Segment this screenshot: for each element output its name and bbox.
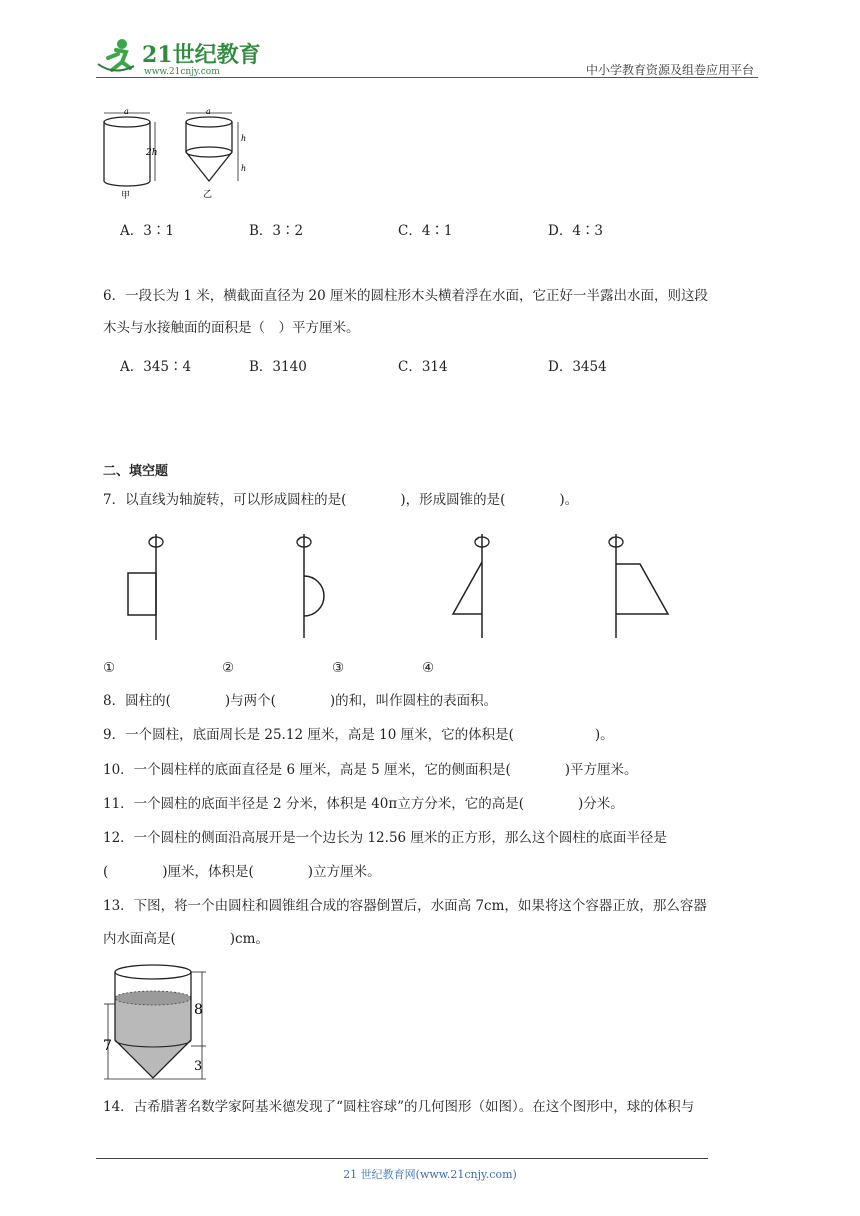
q5-option-b[interactable]: B．3∶2 xyxy=(249,223,304,239)
q6-option-c[interactable]: C．314 xyxy=(398,359,448,375)
logo xyxy=(94,36,264,80)
q5-option-d[interactable]: D．4∶3 xyxy=(548,223,604,239)
figure-3-triangle xyxy=(453,534,489,638)
q6-option-b[interactable]: B．3140 xyxy=(249,359,307,375)
svg-text:www.21cnjy.com: www.21cnjy.com xyxy=(144,67,220,77)
section-title: 二、填空题 xyxy=(103,464,169,479)
figure-2-semicircle xyxy=(297,534,324,638)
footer-link[interactable]: 21 世纪教育网(www.21cnjy.com) xyxy=(343,1168,517,1181)
q7-label-4: ④ xyxy=(422,660,435,676)
q13-line2: 内水面高是( )cm。 xyxy=(103,931,269,947)
q11-text: 11．一个圆柱的底面半径是 2 分米，体积是 40π立方分米，它的高是( )分米。 xyxy=(103,796,624,812)
svg-text:a: a xyxy=(206,107,211,116)
platform-name: 中小学教育资源及组卷应用平台 xyxy=(585,63,754,77)
svg-text:2h: 2h xyxy=(146,148,158,158)
q8-text: 8．圆柱的( )与两个( )的和，叫作圆柱的表面积。 xyxy=(103,693,498,709)
q12-line1: 12．一个圆柱的侧面沿高展开是一个边长为 12.56 厘米的正方形，那么这个圆柱的底面半径是 xyxy=(103,830,667,846)
q6-option-a[interactable]: A．345∶4 xyxy=(120,359,192,375)
q7-rotation-figures xyxy=(110,528,690,646)
q5-option-a[interactable]: A．3∶1 xyxy=(120,223,174,239)
q13-container-figure xyxy=(100,958,220,1086)
svg-text:乙: 乙 xyxy=(203,190,213,200)
q7-label-1: ① xyxy=(103,660,116,676)
q12-line2: ( )厘米，体积是( )立方厘米。 xyxy=(103,864,381,880)
svg-text:甲: 甲 xyxy=(121,191,131,201)
svg-text:3: 3 xyxy=(194,1059,203,1074)
svg-text:h: h xyxy=(241,164,247,173)
q14-text: 14．古希腊著名数学家阿基米德发现了“圆柱容球”的几何图形（如图）。在这个图形中，球的体积与 xyxy=(103,1099,695,1115)
q10-text: 10．一个圆柱样的底面直径是 6 厘米，高是 5 厘米，它的侧面积是( )平方厘米。 xyxy=(103,762,638,778)
svg-text:21世纪教育: 21世纪教育 xyxy=(142,42,261,68)
q6-option-d[interactable]: D．3454 xyxy=(548,359,607,375)
q5-option-c[interactable]: C．4∶1 xyxy=(398,223,453,239)
svg-text:a: a xyxy=(124,107,129,116)
svg-text:8: 8 xyxy=(194,1002,203,1018)
q9-text: 9．一个圆柱，底面周长是 25.12 厘米，高是 10 厘米，它的体积是( )。 xyxy=(103,727,614,743)
figure-5-containers xyxy=(95,105,255,205)
q13-line1: 13．下图，将一个由圆柱和圆锥组合成的容器倒置后，水面高 7cm，如果将这个容器正放，那么容器 xyxy=(103,898,707,914)
q7-label-3: ③ xyxy=(332,660,345,676)
header-divider xyxy=(96,77,758,78)
footer-divider xyxy=(96,1158,708,1159)
q6-line1: 6．一段长为 1 米，横截面直径为 20 厘米的圆柱形木头横着浮在水面，它正好一半露出水面，则这段 xyxy=(103,288,709,304)
svg-text:h: h xyxy=(241,134,247,143)
q7-text: 7．以直线为轴旋转，可以形成圆柱的是( )，形成圆锥的是( )。 xyxy=(103,492,579,508)
q6-line2: 木头与水接触面的面积是（ ）平方厘米。 xyxy=(103,320,360,336)
figure-1-rectangle xyxy=(128,534,163,640)
figure-4-trapezoid xyxy=(609,534,668,638)
logo-runner-icon xyxy=(94,36,264,80)
svg-text:7: 7 xyxy=(103,1038,112,1054)
q7-label-2: ② xyxy=(222,660,235,676)
